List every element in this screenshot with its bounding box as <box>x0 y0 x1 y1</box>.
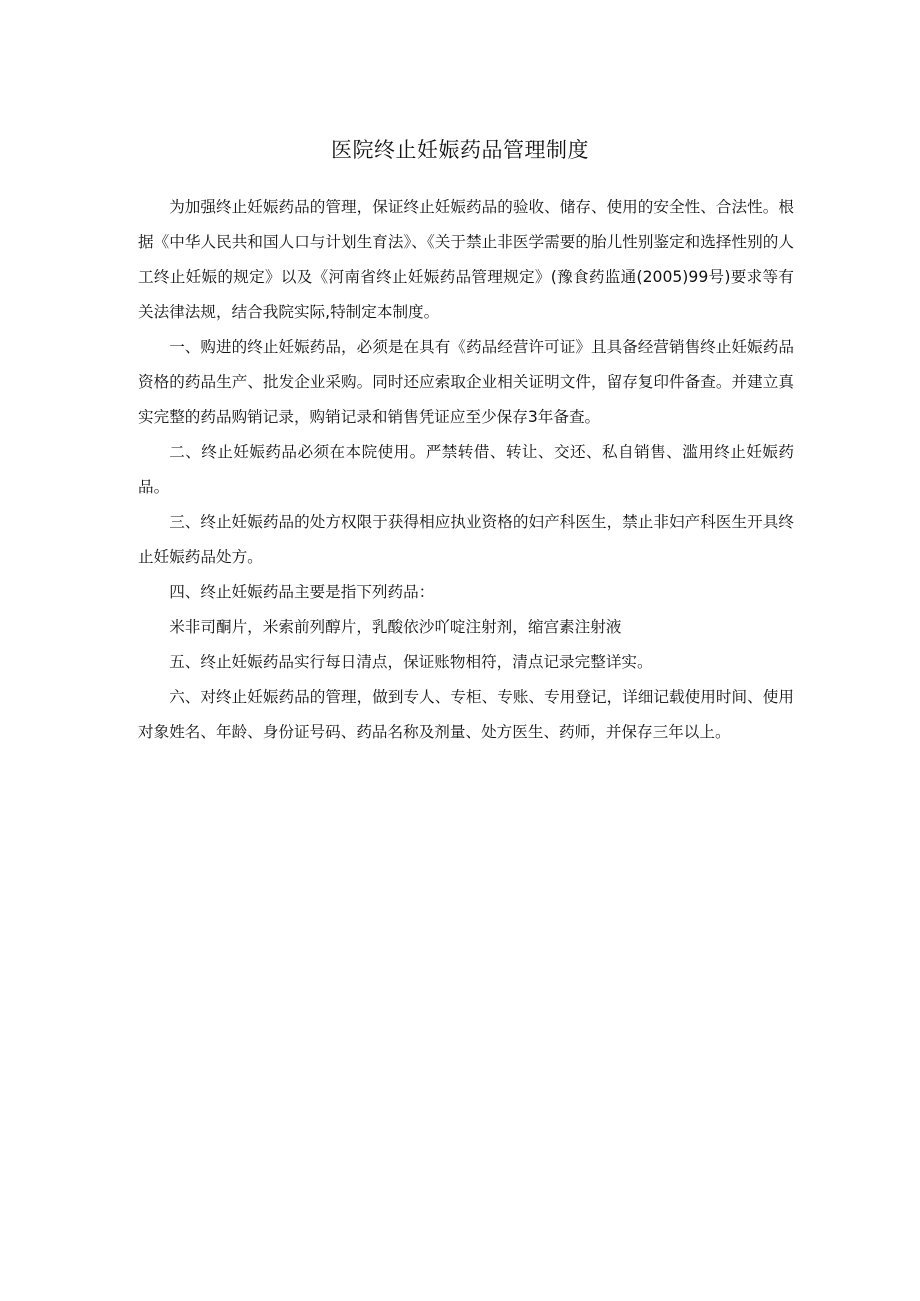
paragraph-intro: 为加强终止妊娠药品的管理，保证终止妊娠药品的验收、储存、使用的安全性、合法性。根据《中华人民共和国人口与计划生育法》、《关于禁止非医学需要的胎儿性别鉴定和选择性别的人工终止妊娠的规定》以及《河南省终止妊娠药品管理规定》(豫食药监通(2005)99号)要求等有关法律法规，结合我院实际,特制定本制度。 <box>138 198 794 321</box>
paragraph-rule-4: 四、终止妊娠药品主要是指下列药品： <box>169 583 435 601</box>
paragraph-rule-6: 六、对终止妊娠药品的管理，做到专人、专柜、专账、专用登记，详细记载使用时间、使用对象姓名、年龄、身份证号码、药品名称及剂量、处方医生、药师，并保存三年以上。 <box>138 688 794 741</box>
document-title: 医院终止妊娠药品管理制度 <box>331 138 589 162</box>
document-body <box>138 190 794 750</box>
paragraph-rule-5: 五、终止妊娠药品实行每日清点，保证账物相符，清点记录完整详实。 <box>169 653 653 671</box>
paragraph-rule-1: 一、购进的终止妊娠药品，必须是在具有《药品经营许可证》且具备经营销售终止妊娠药品资格的药品生产、批发企业采购。同时还应索取企业相关证明文件，留存复印件备查。并建立真实完整的药品购销记录，购销记录和销售凭证应至少保存3年备查。 <box>138 338 794 426</box>
paragraph-rule-3: 三、终止妊娠药品的处方权限于获得相应执业资格的妇产科医生，禁止非妇产科医生开具终止妊娠药品处方。 <box>138 513 794 566</box>
paragraph-rule-2: 二、终止妊娠药品必须在本院使用。严禁转借、转让、交还、私自销售、滥用终止妊娠药品。 <box>138 443 794 496</box>
paragraph-drug-list: 米非司酮片，米索前列醇片，乳酸依沙吖啶注射剂，缩宫素注射液 <box>169 618 622 636</box>
